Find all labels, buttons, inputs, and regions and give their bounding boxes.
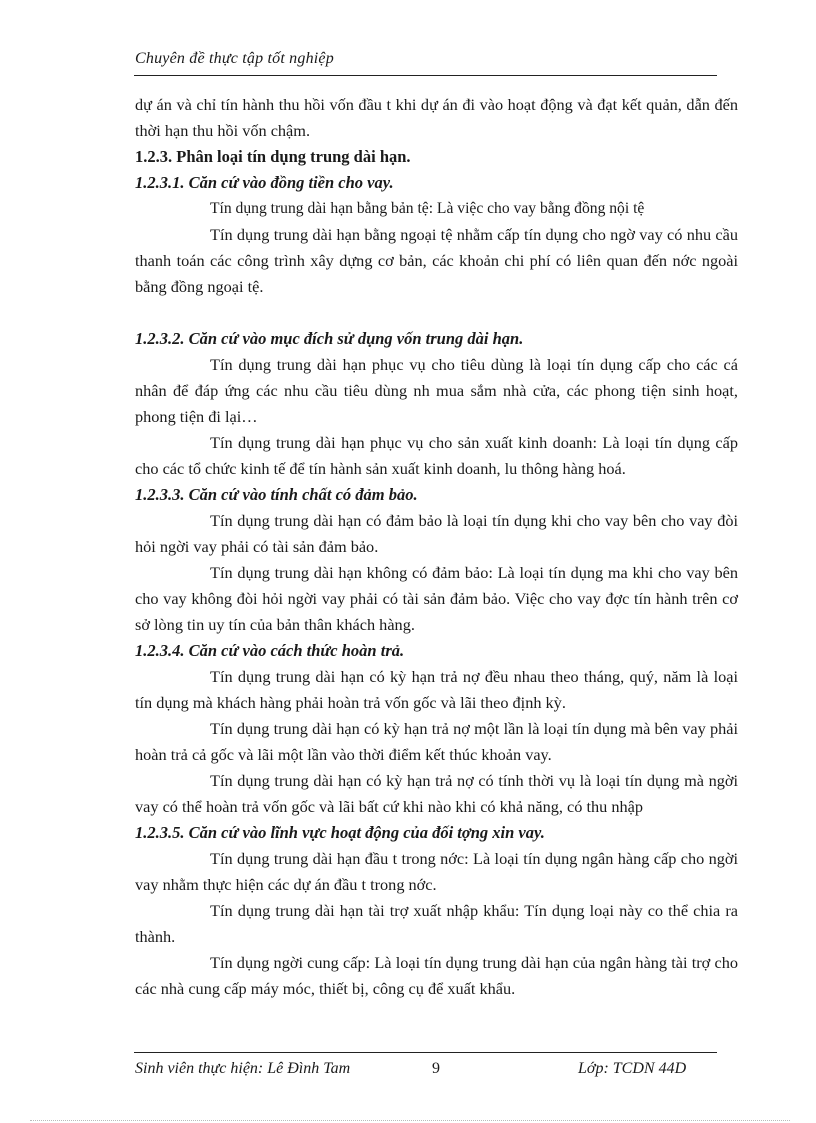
paragraph: Tín dụng trung dài hạn có kỳ hạn trả nợ đều nhau theo tháng, quý, năm là loại tín dụng mà khách hàng phải hoàn trả vốn gốc và lãi theo định kỳ. [135,667,738,712]
subsection-heading: 1.2.3.2. Căn cứ vào mục đích sử dụng vốn trung dài hạn. [135,329,524,348]
header-divider [134,75,717,76]
paragraph: Tín dụng trung dài hạn không có đảm bảo: Là loại tín dụng ma khi cho vay bên cho vay không đòi hỏi ngời vay phải có tài sản đảm bảo. Việc cho vay đợc tín hành trên cơ sở lòng tin uy tín của bản thân khách hàng. [135,563,738,634]
paragraph: Tín dụng trung dài hạn bằng ngoại tệ nhằm cấp tín dụng cho ngờ vay có nhu cầu thanh toán các công trình xây dựng cơ bản, các khoản chi phí có liên quan đến nớc ngoài bằng đồng ngoại tệ. [135,225,738,296]
spacer [135,300,738,326]
subsection-heading: 1.2.3.1. Căn cứ vào đồng tiền cho vay. [135,173,394,192]
page-bottom-border [30,1120,790,1121]
paragraph: Tín dụng ngời cung cấp: Là loại tín dụng trung dài hạn của ngân hàng tài trợ cho các nhà cung cấp máy móc, thiết bị, công cụ để xuất khẩu. [135,953,738,998]
page-body [135,92,738,1002]
paragraph: Tín dụng trung dài hạn bằng bản tệ: Là việc cho vay bằng đồng nội tệ [210,200,645,217]
paragraph: Tín dụng trung dài hạn có kỳ hạn trả nợ có tính thời vụ là loại tín dụng mà ngời vay có thể hoàn trả vốn gốc và lãi bất cứ khi nào khi có khả năng, có thu nhập [135,771,738,816]
paragraph: Tín dụng trung dài hạn phục vụ cho tiêu dùng là loại tín dụng cấp cho các cá nhân để đáp ứng các nhu cầu tiêu dùng nh mua sắm nhà cửa, các phong tiện sinh hoạt, phong tiện đi lại… [135,355,738,426]
subsection-heading: 1.2.3.3. Căn cứ vào tính chất có đảm bảo. [135,485,418,504]
subsection-heading: 1.2.3.4. Căn cứ vào cách thức hoàn trả. [135,641,405,660]
footer-class: Lớp: TCDN 44D [578,1060,687,1077]
footer-student: Sinh viên thực hiện: Lê Đình Tam [135,1060,351,1077]
subsection-heading: 1.2.3.5. Căn cứ vào lĩnh vực hoạt động của đối tợng xin vay. [135,823,545,842]
paragraph: Tín dụng trung dài hạn có đảm bảo là loại tín dụng khi cho vay bên cho vay đòi hỏi ngời vay phải có tài sản đảm bảo. [135,511,738,556]
footer-divider [134,1052,717,1053]
section-heading: 1.2.3. Phân loại tín dụng trung dài hạn. [135,147,411,166]
paragraph: Tín dụng trung dài hạn có kỳ hạn trả nợ một lần là loại tín dụng mà bên vay phải hoàn trả cả gốc và lãi một lần vào thời điểm kết thúc khoản vay. [135,719,738,764]
page-header-title: Chuyên đề thực tập tốt nghiệp [135,50,334,67]
paragraph: dự án và chỉ tín hành thu hồi vốn đầu t khi dự án đi vào hoạt động và đạt kết quản, dẫn đến thời hạn thu hồi vốn chậm. [135,95,738,140]
paragraph: Tín dụng trung dài hạn tài trợ xuất nhập khẩu: Tín dụng loại này co thể chia ra thành. [135,901,738,946]
page-number: 9 [432,1060,440,1077]
paragraph: Tín dụng trung dài hạn đầu t trong nớc: Là loại tín dụng ngân hàng cấp cho ngời vay nhằm thực hiện các dự án đầu t trong nớc. [135,849,738,894]
paragraph: Tín dụng trung dài hạn phục vụ cho sản xuất kinh doanh: Là loại tín dụng cấp cho các tổ chức kinh tế để tín hành sản xuất kinh doanh, lu thông hàng hoá. [135,433,738,478]
